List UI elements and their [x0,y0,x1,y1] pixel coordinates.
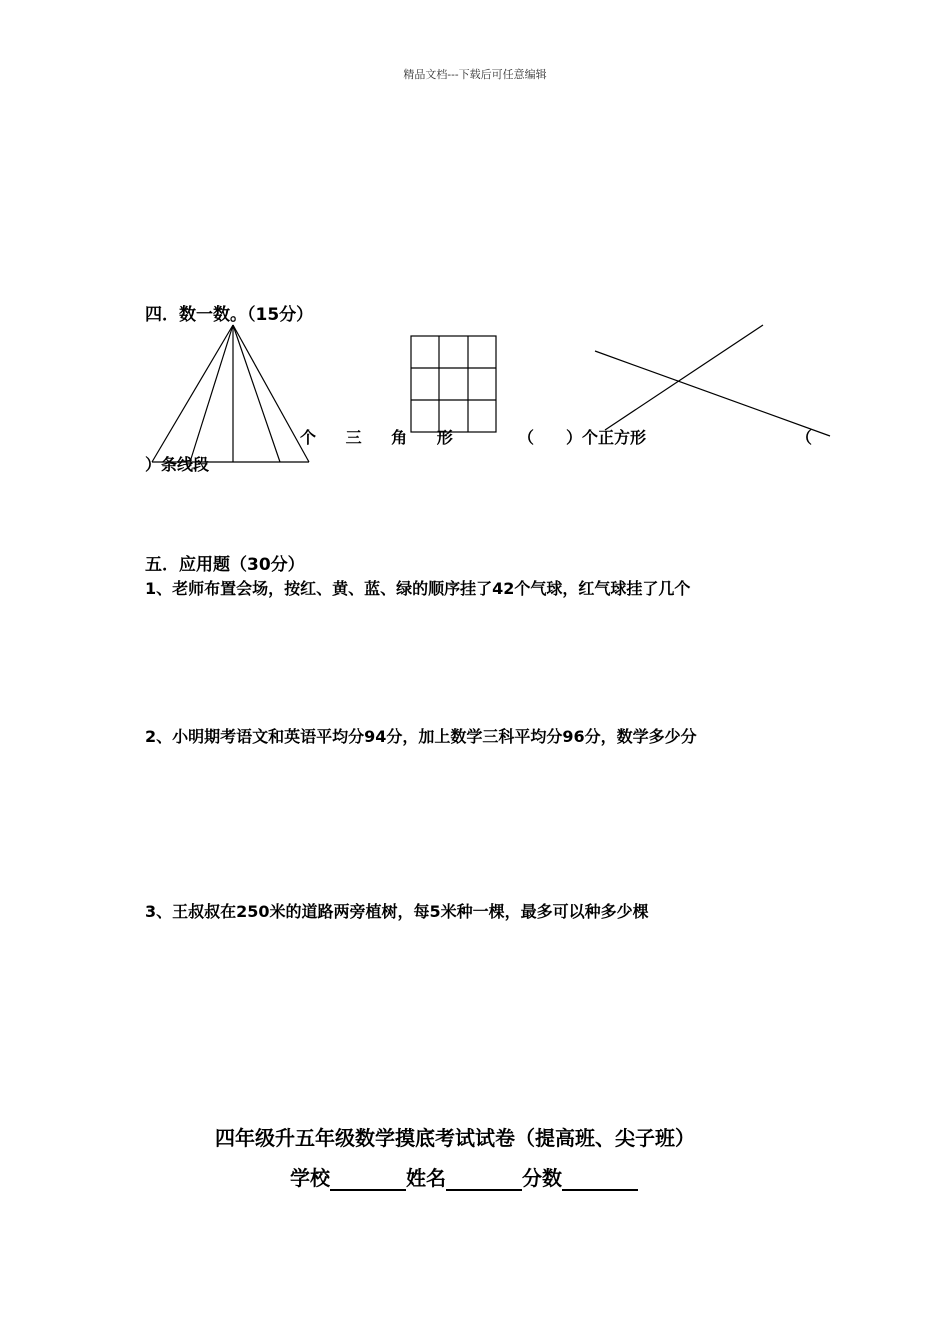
exam-title: 四年级升五年级数学摸底考试试卷（提高班、尖子班） [215,1126,695,1150]
question-3: 3、王叔叔在250米的道路两旁植树，每5米种一棵，最多可以种多少棵 [145,902,649,921]
square-count-label: （ ）个正方形 [518,428,647,447]
section-5-heading: 五．应用题（30分） [145,555,305,575]
question-2: 2、小明期考语文和英语平均分94分，加上数学三科平均分96分，数学多少分 [145,727,697,746]
triangle-figure [152,325,309,462]
page-header: 精品文档---下载后可任意编辑 [403,68,547,81]
square-grid-figure [411,336,496,432]
score-blank[interactable] [562,1169,638,1191]
segment-count-open-paren: （ [796,428,813,447]
crossing-lines-figure [595,325,830,436]
name-label: 姓名 [406,1166,446,1190]
triangle-count-label: 个 三 角 形 [300,428,465,447]
section-4-heading: 四．数一数。（15分） [145,305,314,325]
question-1: 1、老师布置会场，按红、黄、蓝、绿的顺序挂了42个气球，红气球挂了几个 [145,579,691,598]
score-label: 分数 [522,1166,562,1190]
student-info-line [290,1162,638,1191]
name-blank[interactable] [446,1169,522,1191]
segment-count-label: ）条线段 [145,455,210,474]
school-blank[interactable] [330,1169,406,1191]
school-label: 学校 [290,1166,330,1190]
